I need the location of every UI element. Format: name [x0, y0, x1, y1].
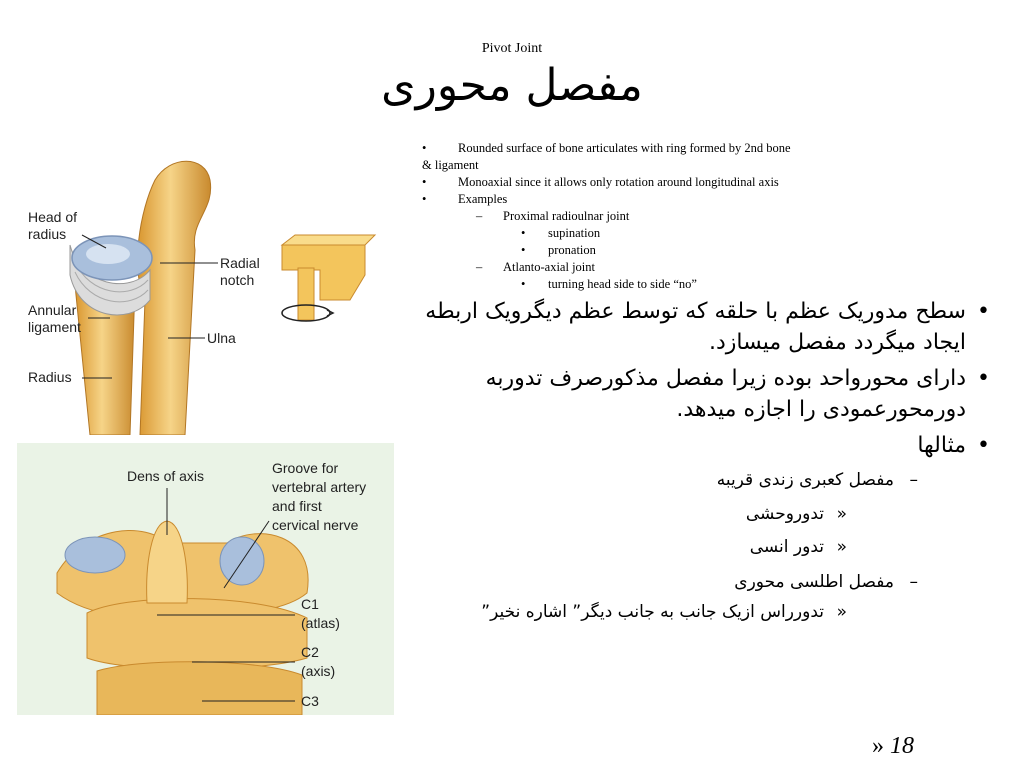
- bullet-marker: •: [521, 226, 526, 240]
- en-bullet-text: Examples: [458, 192, 508, 206]
- bullet-marker: •: [422, 141, 427, 155]
- fa-bullet-text: تدوروحشی: [745, 504, 824, 524]
- label-groove-line4: cervical nerve: [272, 517, 359, 533]
- en-bullet-text: Atlanto-axial joint: [503, 260, 595, 274]
- fa-bullet-text: مفصل کعبری زندی قریبه: [716, 470, 894, 490]
- en-bullet-text: Rounded surface of bone articulates with ring formed by 2nd bone: [458, 141, 791, 155]
- en-bullet-text: & ligament: [422, 158, 479, 172]
- label-head-of-radius-line2: radius: [28, 226, 67, 242]
- label-radial-notch-line1: Radial: [220, 255, 260, 271]
- elbow-joint-illustration: [20, 150, 400, 435]
- bullet-marker: •: [422, 192, 427, 206]
- fa-bullet-text: دارای محورواحد بوده زیرا مفصل مذکورصرف تدوربه دورمحورعمودی را اجازه میدهد.: [485, 366, 966, 422]
- en-sub-bullet-1: [418, 208, 858, 225]
- en-sub-bullet-2: [418, 259, 858, 276]
- slide-number: [872, 733, 914, 760]
- bullet-marker: «: [836, 602, 847, 622]
- en-bullet-text: Monoaxial since it allows only rotation around longitudinal axis: [458, 175, 779, 189]
- fa-sub-bullet-2: [414, 568, 994, 596]
- bullet-marker: «: [836, 537, 847, 557]
- persian-bullet-list: [414, 296, 994, 633]
- fa-bullet-1: [414, 296, 994, 358]
- bullet-marker: •: [977, 299, 990, 324]
- fa-sub-bullet-1: [414, 466, 994, 494]
- label-c2-line2: (axis): [301, 663, 336, 679]
- label-head-of-radius-line1: Head of: [28, 209, 78, 225]
- slide-number-marker: »: [872, 733, 884, 759]
- en-bullet-3: [418, 191, 858, 208]
- label-annular-ligament-line1: Annular: [28, 302, 77, 318]
- pivot-model-icon: [282, 235, 375, 321]
- en-bullet-1-cont: [418, 157, 858, 174]
- label-c1-line2: (atlas): [301, 615, 340, 631]
- label-radius: Radius: [28, 369, 72, 385]
- label-c3: C3: [301, 693, 319, 709]
- fa-bullet-text: تدورراس ازیک جانب به جانب دیگر” اشاره نخیر”: [481, 602, 824, 622]
- fa-bullet-text: تدور انسی: [749, 537, 824, 557]
- fa-bullet-3: [414, 430, 994, 461]
- fa-bullet-text: مفصل اطلسی محوری: [734, 572, 894, 592]
- fa-sub-sub-bullet-3: [414, 600, 994, 625]
- bullet-marker: •: [422, 175, 427, 189]
- en-bullet-text: Proximal radioulnar joint: [503, 209, 630, 223]
- en-bullet-2: [418, 174, 858, 191]
- label-groove-line1: Groove for: [272, 460, 339, 476]
- bullet-marker: •: [977, 433, 990, 458]
- slide-number-value: 18: [890, 733, 914, 759]
- bullet-marker: •: [521, 277, 526, 291]
- atlanto-axial-illustration: [17, 443, 394, 715]
- fa-sub-sub-bullet-2: [414, 535, 994, 560]
- fa-sub-sub-bullet-1: [414, 502, 994, 527]
- label-c1-line1: C1: [301, 596, 319, 612]
- label-c2-line1: C2: [301, 644, 319, 660]
- fa-bullet-text: سطح مدوریک عظم با حلقه که توسط عظم دیگرویک اربطه ایجاد میگردد مفصل میسازد.: [425, 299, 966, 355]
- en-sub-sub-bullet-3: [418, 276, 858, 293]
- label-groove-line3: and first: [272, 498, 322, 514]
- en-sub-sub-bullet-2: [418, 242, 858, 259]
- en-bullet-text: turning head side to side “no”: [548, 277, 697, 291]
- bullet-marker: •: [521, 243, 526, 257]
- fa-bullet-text: مثالها: [917, 433, 966, 458]
- bullet-marker: –: [476, 209, 483, 223]
- bullet-marker: «: [836, 504, 847, 524]
- bullet-marker: –: [909, 470, 918, 490]
- en-sub-sub-bullet-1: [418, 225, 858, 242]
- label-annular-ligament-line2: ligament: [28, 319, 81, 335]
- slide-subtitle: Pivot Joint: [481, 41, 543, 56]
- label-dens-of-axis: Dens of axis: [127, 468, 205, 484]
- bullet-marker: –: [476, 260, 483, 274]
- label-groove-line2: vertebral artery: [272, 479, 367, 495]
- bullet-marker: –: [909, 572, 918, 592]
- fa-bullet-2: [414, 363, 994, 425]
- en-bullet-text: supination: [548, 226, 601, 240]
- label-radial-notch-line2: notch: [220, 272, 255, 288]
- en-bullet-1: [418, 140, 858, 157]
- bullet-marker: •: [977, 366, 990, 391]
- slide-title: مفصل محوری: [381, 60, 643, 111]
- en-bullet-text: pronation: [548, 243, 596, 257]
- label-ulna: Ulna: [207, 330, 236, 346]
- english-bullet-list: [418, 140, 858, 293]
